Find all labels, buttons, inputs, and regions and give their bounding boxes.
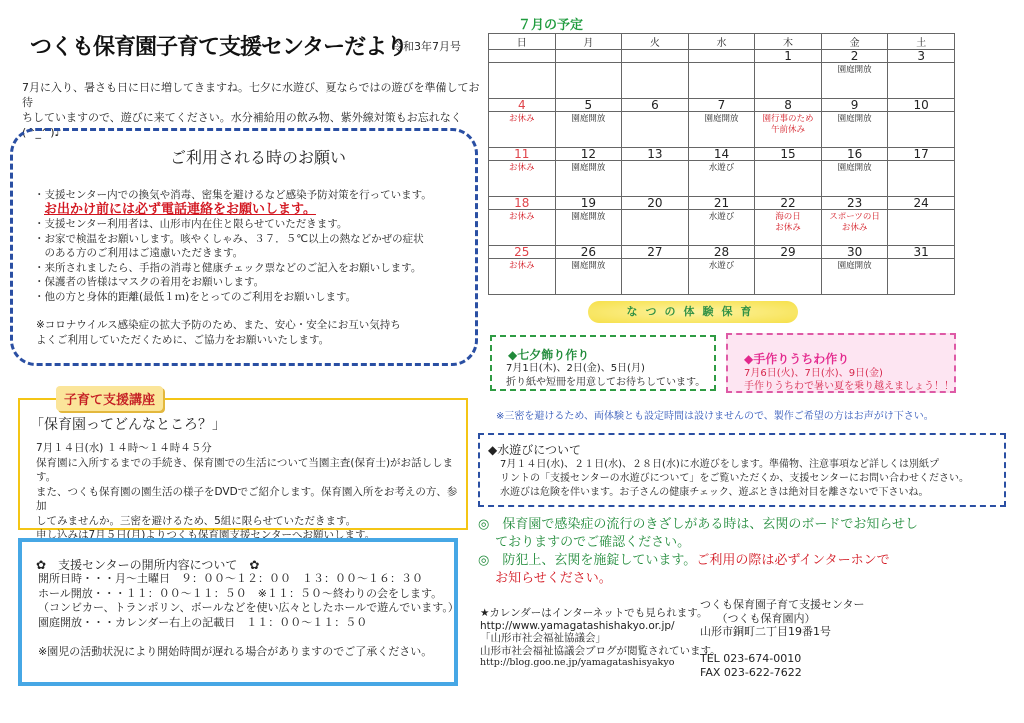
calendar-day <box>688 197 755 246</box>
calendar-day <box>688 148 755 197</box>
weekday-header: 日 <box>489 34 556 50</box>
water-play-body <box>500 458 1000 500</box>
day-number <box>556 50 622 63</box>
notice-line <box>478 552 998 570</box>
day-number: 15 <box>755 148 821 161</box>
covid-note-line: よくご利用していただくために、ご協力をお願いいたします。 <box>36 333 330 346</box>
newsletter-title: つくも保育園子育て支援センターだより <box>30 35 408 60</box>
day-event: 園庭開放 <box>571 114 606 124</box>
notice-intercom: ご利用の際は必ずインターホンで <box>696 553 890 568</box>
lecture-line: 保育園に入所するまでの手続き、保育園での生活について当園主査(保育士)がお話しします。 <box>36 456 454 483</box>
calendar-day <box>688 99 755 148</box>
rule-item: ・お家で検温をお願いします。咳やくしゃみ、３７．５℃以上の熱などかぜの症状 <box>34 232 424 245</box>
tanabata-line: 折り紙や短冊を用意してお待ちしています。 <box>506 377 706 388</box>
calendar-day <box>821 197 888 246</box>
water-line: リントの「支援センターの水遊びについて」をご覧いただくか、支援センターにお問い合わせください。 <box>500 473 969 484</box>
calendar-week <box>489 197 955 246</box>
calendar-day <box>755 246 822 295</box>
day-event <box>489 63 555 65</box>
day-number: 8 <box>755 99 821 112</box>
lecture-question: 「保育園ってどんなところ？」 <box>30 417 226 433</box>
calendar-day <box>489 99 556 148</box>
day-number: 7 <box>689 99 755 112</box>
day-number: 9 <box>822 99 888 112</box>
covid-note <box>36 318 456 347</box>
day-number: 30 <box>822 246 888 259</box>
weekday-header: 木 <box>755 34 822 50</box>
day-event <box>888 259 954 261</box>
lecture-tag: 子育て支援講座 <box>56 386 163 411</box>
calendar-day <box>755 197 822 246</box>
calendar-day <box>555 50 622 99</box>
day-number: 21 <box>689 197 755 210</box>
calendar-day <box>888 246 955 295</box>
day-number: 26 <box>556 246 622 259</box>
calendar-day <box>755 50 822 99</box>
calendar-day <box>489 50 556 99</box>
calendar-day <box>821 99 888 148</box>
day-event <box>888 161 954 163</box>
calendar-day <box>688 246 755 295</box>
intro-line: ちしていますので、遊びに来てください。水分補給用の飲み物、紫外線対策もお忘れなく(^_^)♪ <box>22 111 462 139</box>
day-number: 10 <box>888 99 954 112</box>
day-number: 20 <box>622 197 688 210</box>
calendar-day <box>555 148 622 197</box>
rule-item: のある方のご利用はご遠慮いただきます。 <box>34 247 244 259</box>
intro-line: 7月に入り、暑さも日に日に増してきますね。七夕に水遊び、夏ならではの遊びを準備してお待 <box>22 81 480 109</box>
rule-item: ・支援センター利用者は、山形市内在住と限らせていただきます。 <box>34 218 348 230</box>
day-number: 14 <box>689 148 755 161</box>
day-event: 水遊び <box>708 261 735 271</box>
issue-date: 令和3年7月号 <box>392 40 461 53</box>
day-event: 園庭開放 <box>837 65 872 75</box>
day-number: 12 <box>556 148 622 161</box>
day-event: 園行事のため 午前休み <box>762 114 814 135</box>
calendar-week <box>489 50 955 99</box>
calendar-day <box>888 197 955 246</box>
day-event: お休み <box>509 212 535 222</box>
hours-line: ※園児の活動状況により開始時間が遅れる場合がありますのでご了承ください。 <box>38 644 433 658</box>
day-number: 13 <box>622 148 688 161</box>
uchiwa-body <box>744 367 954 393</box>
rule-item: ・支援センター内での換気や消毒、密集を避けるなど感染予防対策を行っています。 <box>34 189 432 201</box>
day-event <box>888 63 954 65</box>
day-number: 16 <box>822 148 888 161</box>
web-line: 山形市社会福祉協議会ブログが閲覧されています。 <box>480 644 721 657</box>
web-url[interactable]: http://www.yamagatashishakyo.or.jp/ <box>480 619 675 632</box>
calendar-day <box>755 99 822 148</box>
calendar-day <box>555 99 622 148</box>
center-spacer <box>700 639 865 653</box>
hours-line: 園庭開放・・・カレンダー右上の記載日 １１：００～１１：５０ <box>38 615 368 629</box>
calendar-day <box>821 246 888 295</box>
day-event <box>622 259 688 261</box>
day-event: 海の日 お休み <box>775 212 801 233</box>
day-event <box>556 63 622 65</box>
tanabata-heading: ◆七夕飾り作り <box>508 348 590 362</box>
day-number: 23 <box>822 197 888 210</box>
day-event: お休み <box>509 163 535 173</box>
notice-line: ておりますのでご確認ください。 <box>478 535 691 550</box>
summer-experience-banner: なつの体験保育 <box>588 301 798 323</box>
tanabata-line: 7月1日(木)、2日(金)、5日(月) <box>506 363 645 374</box>
day-number: 24 <box>888 197 954 210</box>
hours-line: （コンビカー、トランポリン、ボールなどを使い広々としたホールで遊んでいます。） <box>38 601 459 615</box>
calendar-day <box>489 197 556 246</box>
water-play-heading: ◆水遊びについて <box>488 443 581 457</box>
day-event: 園庭開放 <box>837 163 872 173</box>
center-contact <box>700 598 865 679</box>
july-calendar <box>488 33 955 295</box>
water-line: 7月１４日(水)、２１日(水)、２８日(水)に水遊びをします。準備物、注意事項など詳しくは別紙プ <box>500 459 939 470</box>
day-number: 1 <box>755 50 821 63</box>
day-event <box>622 63 688 65</box>
uchiwa-heading: ◆手作りうちわ作り <box>744 352 850 366</box>
day-event <box>622 112 688 114</box>
calendar-week <box>489 246 955 295</box>
day-number: 19 <box>556 197 622 210</box>
day-event: 園庭開放 <box>571 212 606 222</box>
notice-line: ◎ 保育園で感染症の流行のきざしがある時は、玄関のボードでお知らせし <box>478 517 918 532</box>
calendar-day <box>622 197 689 246</box>
day-number: 22 <box>755 197 821 210</box>
weekday-header: 土 <box>888 34 955 50</box>
day-event <box>622 161 688 163</box>
day-event <box>888 210 954 212</box>
hours-line <box>38 630 452 645</box>
day-event <box>755 63 821 65</box>
notice-line: お知らせください。 <box>478 571 612 586</box>
weekday-header: 月 <box>555 34 622 50</box>
calendar-day <box>622 148 689 197</box>
day-event: お休み <box>509 261 535 271</box>
weekday-header: 金 <box>821 34 888 50</box>
calendar-week <box>489 99 955 148</box>
hours-line: ホール開放・・・１１：００～１１：５０ ※１１：５０～終わりの会をします。 <box>38 586 443 600</box>
calendar-day <box>888 50 955 99</box>
rule-item: ・来所されましたら、手指の消毒と健康チェック票などのご記入をお願いします。 <box>34 261 422 274</box>
rule-item: ・他の方と身体的距離(最低１ｍ)をとってのご利用をお願いします。 <box>34 290 357 303</box>
notice-lock: ◎ 防犯上、玄関を施錠しています。 <box>478 553 697 568</box>
calendar-day <box>688 50 755 99</box>
day-event: 園庭開放 <box>837 261 872 271</box>
water-line: 水遊びは危険を伴います。お子さんの健康チェック、遊ぶときは絶対目を離さないで下さいね。 <box>500 487 929 498</box>
day-number: 3 <box>888 50 954 63</box>
usage-rules-heading: ご利用される時のお願い <box>170 148 347 167</box>
lecture-body <box>36 441 464 543</box>
day-event <box>755 259 821 261</box>
rule-item: ・保護者の皆様はマスクの着用をお願いします。 <box>34 276 265 288</box>
day-event: 園庭開放 <box>571 261 606 271</box>
day-number <box>689 50 755 63</box>
phone-warning: お出かけ前には必ず電話連絡をお願いします。 <box>44 201 316 217</box>
web-info <box>480 607 721 670</box>
calendar-day <box>489 148 556 197</box>
lecture-line: 申し込みは7月５日(月)よりつくも保育園支援センターへお願いします。 <box>36 529 376 541</box>
day-number: 5 <box>556 99 622 112</box>
day-number: 4 <box>489 99 555 112</box>
calendar-day <box>888 99 955 148</box>
day-number: 25 <box>489 246 555 259</box>
center-tel: TEL 023-674-0010 <box>700 652 802 665</box>
day-event: 水遊び <box>708 212 735 222</box>
tanabata-body <box>506 362 712 390</box>
day-event: お休み <box>509 114 535 124</box>
calendar-weekday-row <box>489 34 955 50</box>
day-number: 17 <box>888 148 954 161</box>
day-number: 27 <box>622 246 688 259</box>
calendar-body <box>489 50 955 295</box>
lecture-line: 7月１４日(水) １４時～１４時４５分 <box>36 442 212 454</box>
day-number: 28 <box>689 246 755 259</box>
day-number: 2 <box>822 50 888 63</box>
hours-line: 開所日時・・・月～土曜日 ９：００～１２：００ １３：００～１６：３０ <box>38 572 423 585</box>
usage-rules-list <box>34 188 464 304</box>
calendar-day <box>622 99 689 148</box>
entrance-notices <box>478 516 998 588</box>
day-number <box>489 50 555 63</box>
hours-body <box>38 572 459 660</box>
calendar-day <box>821 50 888 99</box>
day-event <box>755 161 821 163</box>
calendar-day <box>622 246 689 295</box>
center-sub: （つくも保育園内） <box>700 611 816 625</box>
day-event: スポーツの日 お休み <box>829 212 880 233</box>
weekday-header: 火 <box>622 34 689 50</box>
day-event: 水遊び <box>708 163 735 173</box>
web-line: 「山形市社会福祉協議会」 <box>480 632 606 644</box>
center-fax: FAX 023-622-7622 <box>700 665 802 679</box>
covid-note-line: ※コロナウイルス感染症の拡大予防のため、また、安心・安全にお互い気持ち <box>36 319 401 331</box>
calendar-day <box>489 246 556 295</box>
lecture-line: してみませんか。三密を避けるため、5組に限らせていただきます。 <box>36 514 357 527</box>
calendar-day <box>888 148 955 197</box>
day-event: 園庭開放 <box>571 163 606 173</box>
blog-url[interactable]: http://blog.goo.ne.jp/yamagatashisyakyo <box>480 657 675 668</box>
day-event <box>622 210 688 212</box>
calendar-day <box>622 50 689 99</box>
day-number: 18 <box>489 197 555 210</box>
day-number: 11 <box>489 148 555 161</box>
web-line: ★カレンダーはインターネットでも見られます。 <box>480 607 708 619</box>
day-number: 6 <box>622 99 688 112</box>
weekday-header: 水 <box>688 34 755 50</box>
calendar-day <box>555 246 622 295</box>
day-event <box>888 112 954 114</box>
day-number: 31 <box>888 246 954 259</box>
uchiwa-line: 7月6日(火)、7日(水)、9日(金) <box>744 368 883 379</box>
center-name: つくも保育園子育て支援センター <box>700 598 865 611</box>
day-event: 園庭開放 <box>837 114 872 124</box>
day-number: 29 <box>755 246 821 259</box>
uchiwa-line: 手作りうちわで暑い夏を乗り越えましょう！！ <box>744 381 954 392</box>
day-event <box>689 63 755 65</box>
hours-heading: ✿ 支援センターの開所内容について ✿ <box>36 558 260 572</box>
calendar-week <box>489 148 955 197</box>
calendar-day <box>555 197 622 246</box>
lecture-line: また、つくも保育園の園生活の様子をDVDでご紹介します。保育園入所をお考えの方、参加 <box>36 485 458 512</box>
day-event: 園庭開放 <box>704 114 739 124</box>
calendar-title: ７月の予定 <box>518 18 584 33</box>
summer-note: ※三密を避けるため、両体験とも設定時間は設けませんので、製作ご希望の方はお声がけ下さい。 <box>496 411 934 422</box>
calendar-day <box>755 148 822 197</box>
center-address: 山形市銅町二丁目19番1号 <box>700 625 831 638</box>
day-number <box>622 50 688 63</box>
calendar-day <box>821 148 888 197</box>
